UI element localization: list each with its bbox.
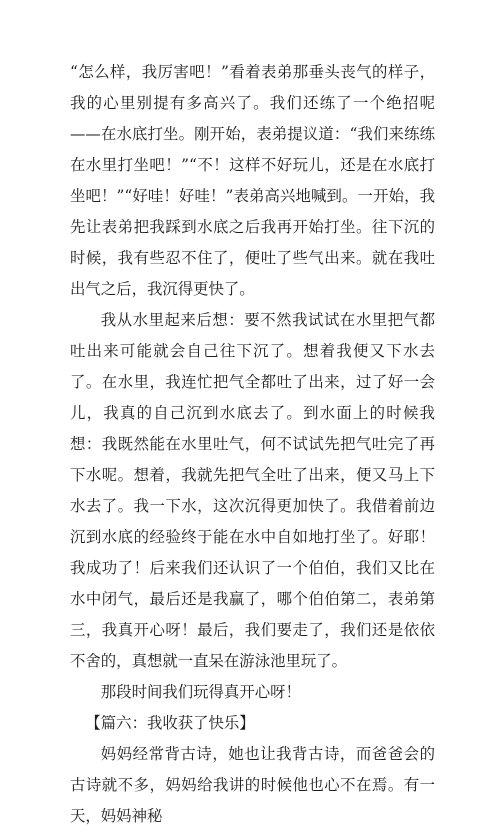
paragraph-swimming-intro: “怎么样，我厉害吧！”看着表弟那垂头丧气的样子，我的心里别提有多高兴了。我们还练了一个绝招呢——在水底打坐。刚开始，表弟提议道：“我们来练练在水里打坐吧！”“不！这样不好玩儿，还是在水底打坐吧！”“好哇！好哇！”表弟高兴地喊到。一开始，我先让表弟把我踩到水底之后我再开始打坐。往下沉的时候，我有些忍不住了，便吐了些气出来。就在我吐出气之后，我沉得更快了。: [70, 63, 435, 298]
paragraph-sinking-practice: 我从水里起来后想：要不然我试试在水里把气都吐出来可能就会自己往下沉了。想着我便又下水去了。在水里，我连忙把气全都吐了出来，过了好一会儿，我真的自己沉到水底去了。到水面上的时候我想：我既然能在水里吐气，何不试试先把气吐完了再下水呢。想着，我就先把气全吐了出来，便又马上下水去了。我一下水，这次沉得更加快了。我借着前边沉到水底的经验终于能在水中自如地打坐了。好耶！我成功了！后来我们还认识了一个伯伯，我们又比在水中闭气，最后还是我赢了，哪个伯伯第二，表弟第三，我真开心呀！最后，我们要走了，我们还是依依不舍的，真想就一直呆在游泳池里玩了。: [70, 311, 435, 670]
section-heading: 【篇六：我收获了快乐】: [85, 714, 255, 732]
paragraph-conclusion: 那段时间我们玩得真开心呀！: [100, 683, 301, 701]
paragraph-poetry-intro: 妈妈经常背古诗，她也让我背古诗，而爸爸会的古诗就不多，妈妈给我讲的时候他也心不在焉。有一天，妈妈神秘: [70, 745, 435, 825]
document-body: [70, 57, 435, 832]
